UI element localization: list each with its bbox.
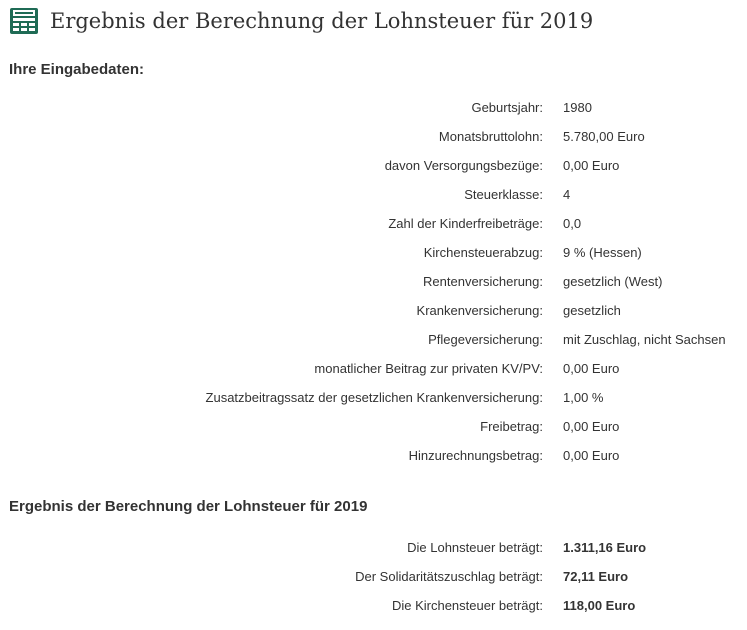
input-row-private-kv-pv <box>0 355 747 384</box>
input-row-care-insurance <box>0 326 747 355</box>
row-label: Zusatzbeitragssatz der gesetzlichen Krankenversicherung: <box>205 390 543 405</box>
row-label: Rentenversicherung: <box>423 274 543 289</box>
row-value: 0,00 Euro <box>563 448 620 463</box>
result-row-solidarity-surcharge <box>0 563 747 592</box>
row-label: Kirchensteuerabzug: <box>423 245 543 260</box>
row-value: 1.311,16 Euro <box>563 540 647 555</box>
row-label: davon Versorgungsbezüge: <box>384 158 543 173</box>
row-value: mit Zuschlag, nicht Sachsen <box>563 332 726 347</box>
row-label: Krankenversicherung: <box>416 303 543 318</box>
row-label: Geburtsjahr: <box>471 100 543 115</box>
row-label: Der Solidaritätszuschlag beträgt: <box>355 569 543 584</box>
row-value: 0,00 Euro <box>563 158 620 173</box>
row-label: Freibetrag: <box>480 419 543 434</box>
input-row-child-allowances <box>0 210 747 239</box>
row-value: 5.780,00 Euro <box>563 129 645 144</box>
row-value: 72,11 Euro <box>563 569 629 584</box>
input-row-gross-salary <box>0 123 747 152</box>
row-value: 1980 <box>563 100 592 115</box>
input-row-birth-year <box>0 94 747 123</box>
page-header <box>9 6 593 36</box>
row-value: 0,00 Euro <box>563 419 620 434</box>
input-row-pension-insurance <box>0 268 747 297</box>
row-value: 118,00 Euro <box>563 598 636 613</box>
row-value: 1,00 % <box>563 390 604 405</box>
row-label: Monatsbruttolohn: <box>438 129 543 144</box>
row-value: 9 % (Hessen) <box>563 245 642 260</box>
result-row-income-tax <box>0 534 747 563</box>
row-label: Zahl der Kinderfreibeträge: <box>388 216 543 231</box>
input-row-health-insurance <box>0 297 747 326</box>
row-label: Die Lohnsteuer beträgt: <box>407 540 543 555</box>
row-value: 4 <box>563 187 571 202</box>
calculator-icon <box>9 7 39 35</box>
row-value: 0,00 Euro <box>563 361 620 376</box>
result-row-church-tax <box>0 592 747 621</box>
row-value: gesetzlich <box>563 303 621 318</box>
row-value: 0,0 <box>563 216 582 231</box>
input-data-list <box>0 94 747 471</box>
result-list <box>0 534 747 621</box>
input-row-additional-contribution <box>0 384 747 413</box>
input-row-tax-class <box>0 181 747 210</box>
input-row-church-tax <box>0 239 747 268</box>
row-value: gesetzlich (West) <box>563 274 663 289</box>
result-section-heading: Ergebnis der Berechnung der Lohnsteuer für 2019 <box>9 498 368 515</box>
page-title: Ergebnis der Berechnung der Lohnsteuer für 2019 <box>50 9 594 33</box>
row-label: Pflegeversicherung: <box>428 332 543 347</box>
row-label: Steuerklasse: <box>464 187 543 202</box>
input-section-heading: Ihre Eingabedaten: <box>9 61 145 78</box>
row-label: monatlicher Beitrag zur privaten KV/PV: <box>314 361 543 376</box>
row-label: Die Kirchensteuer beträgt: <box>391 598 543 613</box>
input-row-addition-amount <box>0 442 747 471</box>
input-row-allowance <box>0 413 747 442</box>
row-label: Hinzurechnungsbetrag: <box>408 448 543 463</box>
input-row-pension-benefits <box>0 152 747 181</box>
